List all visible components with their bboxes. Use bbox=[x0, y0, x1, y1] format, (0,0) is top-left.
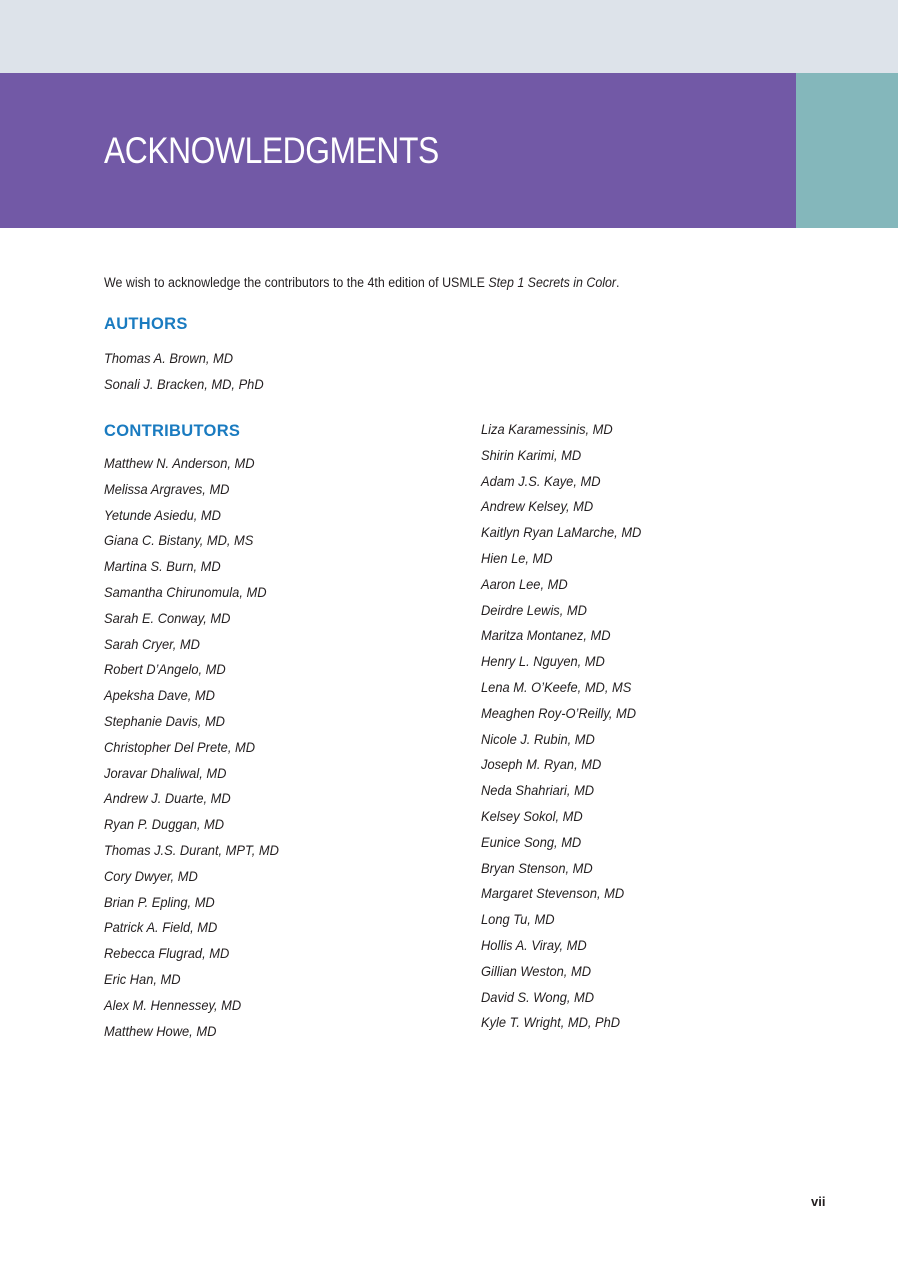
name-item: Samantha Chirunomula, MD bbox=[104, 583, 267, 600]
name-item: Sonali J. Bracken, MD, PhD bbox=[104, 375, 264, 392]
teal-accent-block bbox=[796, 73, 898, 228]
name-item: Thomas J.S. Durant, MPT, MD bbox=[104, 841, 279, 858]
name-item: Long Tu, MD bbox=[481, 911, 555, 928]
name-item: Nicole J. Rubin, MD bbox=[481, 730, 595, 747]
page-title: ACKNOWLEDGMENTS bbox=[104, 130, 439, 171]
name-item: Meaghen Roy-O’Reilly, MD bbox=[481, 704, 637, 721]
name-item: Liza Karamessinis, MD bbox=[481, 421, 613, 437]
name-item: Thomas A. Brown, MD bbox=[104, 350, 234, 366]
authors-list bbox=[104, 346, 278, 398]
name-item: Joravar Dhaliwal, MD bbox=[104, 764, 227, 781]
name-item: Andrew J. Duarte, MD bbox=[104, 790, 231, 807]
name-item: Alex M. Hennessey, MD bbox=[104, 996, 242, 1013]
name-item: Kyle T. Wright, MD, PhD bbox=[481, 1014, 621, 1031]
name-item: Patrick A. Field, MD bbox=[104, 919, 218, 936]
intro-paragraph bbox=[104, 274, 620, 292]
name-item: Stephanie Davis, MD bbox=[104, 712, 225, 729]
name-item: Andrew Kelsey, MD bbox=[481, 498, 594, 515]
name-item: Neda Shahriari, MD bbox=[481, 782, 595, 799]
name-item: Eric Han, MD bbox=[104, 970, 181, 987]
name-item: Margaret Stevenson, MD bbox=[481, 885, 625, 902]
name-item: Apeksha Dave, MD bbox=[104, 687, 215, 704]
name-item: Cory Dwyer, MD bbox=[104, 867, 198, 884]
name-item: Sarah Cryer, MD bbox=[104, 635, 200, 652]
page-number: vii bbox=[811, 1194, 826, 1209]
contributors-list-left bbox=[104, 451, 294, 1044]
name-item: Gillian Weston, MD bbox=[481, 962, 591, 979]
name-item: Deirdre Lewis, MD bbox=[481, 601, 587, 618]
name-item: Giana C. Bistany, MD, MS bbox=[104, 532, 254, 549]
name-item: Matthew Howe, MD bbox=[104, 1022, 217, 1039]
name-item: Sarah E. Conway, MD bbox=[104, 609, 231, 626]
name-item: Eunice Song, MD bbox=[481, 833, 582, 850]
name-item: Henry L. Nguyen, MD bbox=[481, 653, 605, 670]
name-item: Christopher Del Prete, MD bbox=[104, 738, 256, 755]
name-item: Maritza Montanez, MD bbox=[481, 627, 611, 644]
name-item: Aaron Lee, MD bbox=[481, 575, 568, 592]
name-item: Ryan P. Duggan, MD bbox=[104, 816, 225, 833]
book-title: Step 1 Secrets in Color bbox=[488, 275, 617, 290]
name-item: Lena M. O’Keefe, MD, MS bbox=[481, 678, 632, 695]
name-item: Rebecca Flugrad, MD bbox=[104, 945, 230, 962]
name-item: Shirin Karimi, MD bbox=[481, 446, 582, 463]
intro-text: We wish to acknowledge the contributors to the 4th edition of USMLE bbox=[104, 275, 489, 290]
name-item: David S. Wong, MD bbox=[481, 988, 595, 1005]
name-item: Hollis A. Viray, MD bbox=[481, 936, 587, 953]
name-item: Hien Le, MD bbox=[481, 549, 553, 566]
name-item: Martina S. Burn, MD bbox=[104, 558, 221, 575]
name-item: Robert D’Angelo, MD bbox=[104, 661, 226, 678]
name-item: Kaitlyn Ryan LaMarche, MD bbox=[481, 524, 642, 541]
name-item: Joseph M. Ryan, MD bbox=[481, 756, 602, 773]
name-item: Adam J.S. Kaye, MD bbox=[481, 472, 601, 489]
authors-heading: AUTHORS bbox=[104, 315, 188, 333]
top-band bbox=[0, 0, 898, 73]
contributors-heading: CONTRIBUTORS bbox=[104, 422, 241, 440]
name-item: Kelsey Sokol, MD bbox=[481, 807, 583, 824]
name-item: Bryan Stenson, MD bbox=[481, 859, 593, 876]
name-item: Matthew N. Anderson, MD bbox=[104, 455, 255, 471]
name-item: Yetunde Asiedu, MD bbox=[104, 506, 221, 523]
intro-text-end: . bbox=[616, 275, 620, 290]
contributors-list-right bbox=[481, 417, 655, 1036]
name-item: Brian P. Epling, MD bbox=[104, 893, 215, 910]
name-item: Melissa Argraves, MD bbox=[104, 480, 230, 497]
